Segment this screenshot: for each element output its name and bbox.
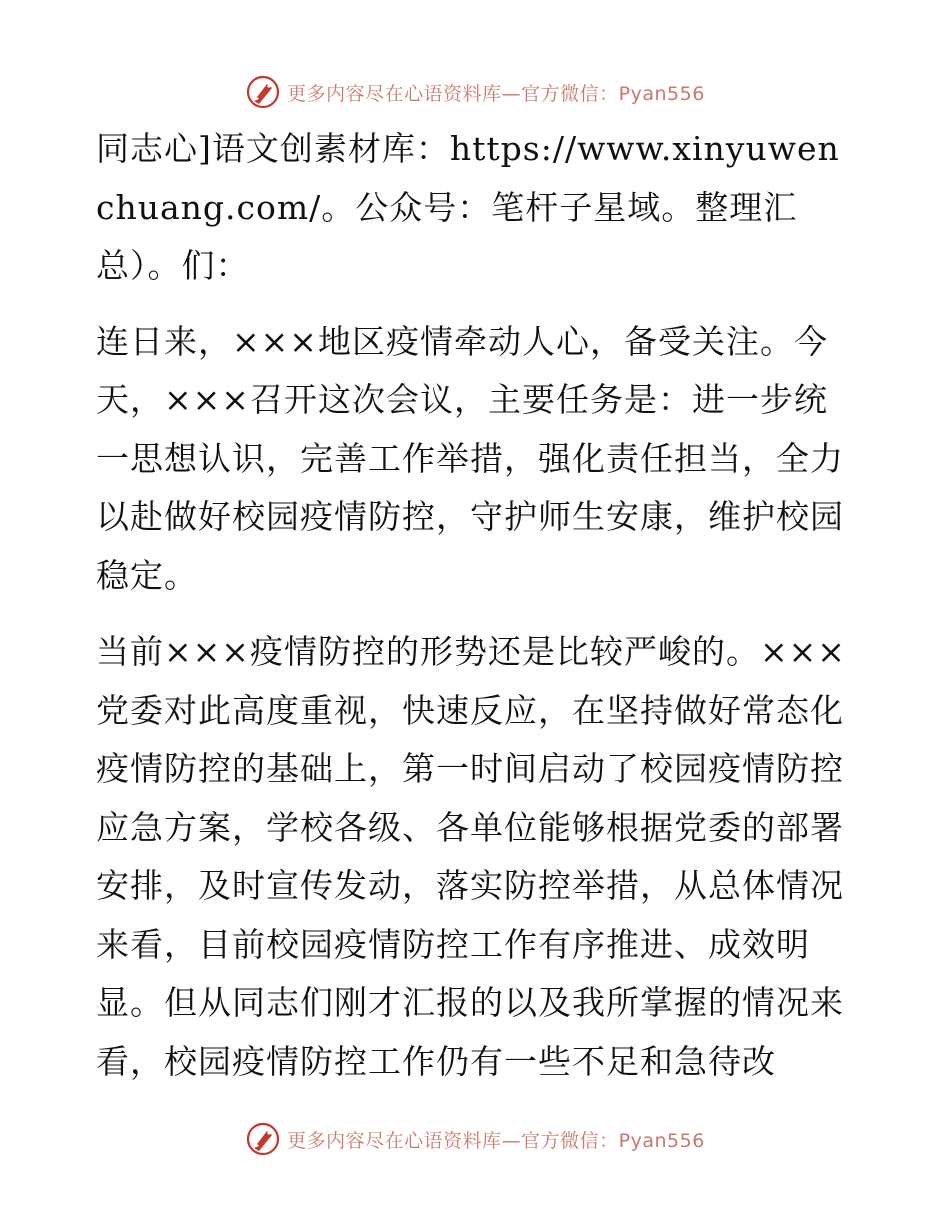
watermark-text: 更多内容尽在心语资料库—官方微信：Pyan556 bbox=[287, 82, 705, 105]
footer-watermark bbox=[0, 1117, 950, 1161]
pen-logo-icon bbox=[245, 74, 281, 110]
paragraph-situation: 当前×××疫情防控的形势还是比较严峻的。×××党委对此高度重视，快速反应，在坚持做好常态化疫情防控的基础上，第一时间启动了校园疫情防控应急方案，学校各级、各单位能够根据党委的部署安排，及时宣传发动，落实防控举措，从总体情况来看，目前校园疫情防控工作有序推进、成效明显。但从同志们刚才汇报的以及我所掌握的情况来看，校园疫情防控工作仍有一些不足和急待改 bbox=[96, 632, 846, 1081]
paragraph-intro: 连日来，×××地区疫情牵动人心，备受关注。今天，×××召开这次会议，主要任务是：进一步统一思想认识，完善工作举措，强化责任担当，全力以赴做好校园疫情防控，守护师生安康，维护校园稳定。 bbox=[96, 321, 844, 595]
pen-logo-icon bbox=[245, 1121, 281, 1157]
header-watermark bbox=[0, 70, 950, 114]
document-body bbox=[96, 120, 856, 1091]
paragraph-source-note: 同志心]语文创素材库：https://www.xinyuwenchuang.com/。公众号：笔杆子星域。整理汇总）。们： bbox=[96, 129, 840, 285]
watermark-text: 更多内容尽在心语资料库—官方微信：Pyan556 bbox=[287, 1129, 705, 1152]
